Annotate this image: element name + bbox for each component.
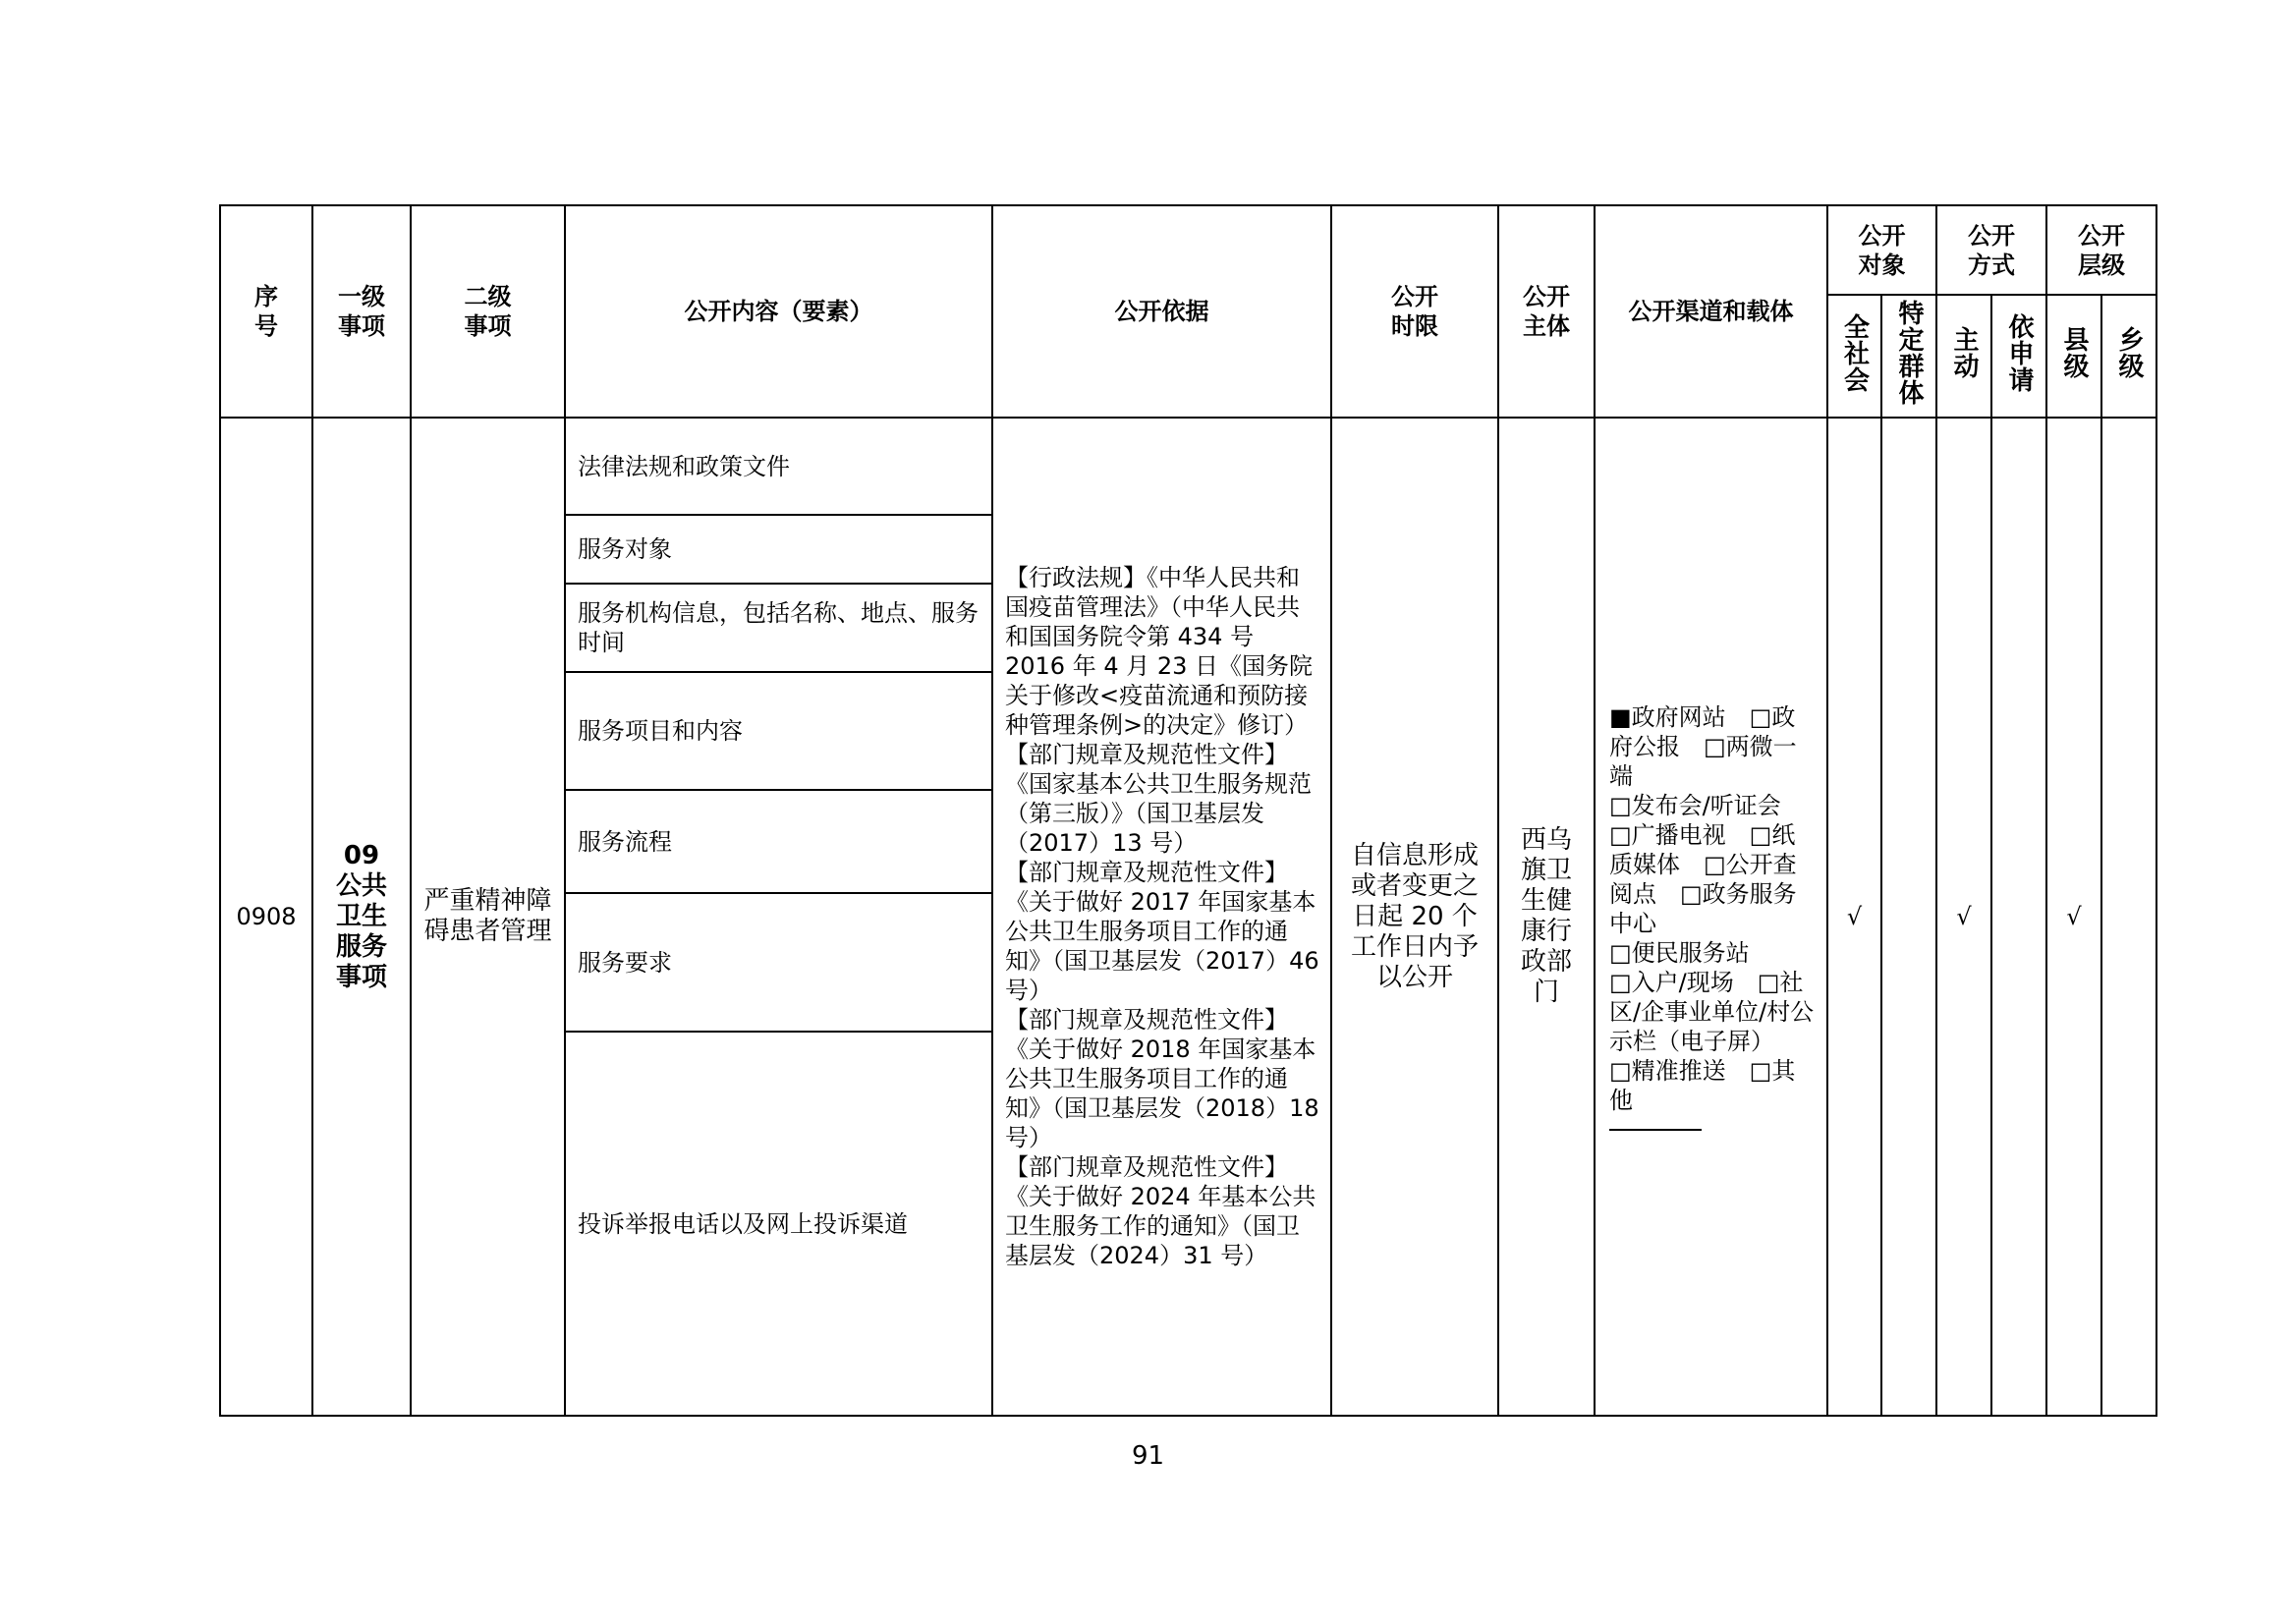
channel-option: ■政府网站 □政府公报 □两微一端	[1609, 703, 1797, 790]
header-level1: 一级事项	[312, 205, 411, 418]
basis-entry: 【行政法规】《中华人民共和国疫苗管理法》（中华人民共和国国务院令第 434 号 2016 年 4 月 23 日《国务院关于修改<疫苗流通和预防接种管理条例>的决定》修订）	[1005, 564, 1314, 739]
blank-underline	[1609, 1115, 1702, 1131]
basis-entry: 【部门规章及规范性文件】《国家基本公共卫生服务规范（第三版）》（国卫基层发（2017）13 号）	[1005, 741, 1312, 857]
header-target-all: 全社会	[1827, 295, 1881, 418]
table-row	[220, 418, 2156, 515]
header-method-active: 主动	[1936, 295, 1991, 418]
channel-option: □便民服务站	[1609, 939, 1750, 967]
method-request-check	[1991, 418, 2046, 1416]
channel-option: □入户/现场 □社区/企事业单位/村公示栏（电子屏）	[1609, 969, 1815, 1055]
header-content: 公开内容（要素）	[565, 205, 992, 418]
content-item: 法律法规和政策文件	[565, 418, 992, 515]
header-level: 公开层级	[2046, 205, 2156, 295]
channel-option: □发布会/听证会	[1609, 792, 1781, 819]
row-level2: 严重精神障碍患者管理	[411, 418, 565, 1416]
header-channel: 公开渠道和载体	[1595, 205, 1827, 418]
content-item: 服务机构信息，包括名称、地点、服务时间	[565, 584, 992, 672]
time-limit-cell: 自信息形成或者变更之日起 20 个工作日内予以公开	[1331, 418, 1498, 1416]
content-item: 服务对象	[565, 515, 992, 584]
row-seq: 0908	[220, 418, 312, 1416]
header-level-county: 县级	[2046, 295, 2101, 418]
channel-cell	[1595, 418, 1827, 1416]
level-county-check: √	[2046, 418, 2101, 1416]
header-level-town: 乡级	[2101, 295, 2156, 418]
page-number: 91	[1131, 1441, 1165, 1471]
method-active-check: √	[1936, 418, 1991, 1416]
channel-option: □广播电视 □纸质媒体 □公开查阅点 □政务服务中心	[1609, 821, 1797, 937]
header-level2: 二级事项	[411, 205, 565, 418]
content-item: 投诉举报电话以及网上投诉渠道	[565, 1032, 992, 1416]
subject-cell: 西乌旗卫生健康行政部门	[1498, 418, 1595, 1416]
header-basis: 公开依据	[992, 205, 1331, 418]
content-item: 服务要求	[565, 893, 992, 1032]
basis-entry: 【部门规章及规范性文件】《关于做好 2024 年基本公共卫生服务工作的通知》（国卫基层发（2024）31 号）	[1005, 1153, 1316, 1269]
content-item: 服务项目和内容	[565, 672, 992, 790]
level-town-check	[2101, 418, 2156, 1416]
header-method-request: 依申请	[1991, 295, 2046, 418]
target-all-check: √	[1827, 418, 1881, 1416]
basis-cell	[992, 418, 1331, 1416]
basis-entry: 【部门规章及规范性文件】《关于做好 2018 年国家基本公共卫生服务项目工作的通知》（国卫基层发（2018）18 号）	[1005, 1006, 1319, 1151]
header-target-group: 特定群体	[1881, 295, 1936, 418]
header-method: 公开方式	[1936, 205, 2046, 295]
header-row-1	[220, 205, 2156, 295]
basis-entry: 【部门规章及规范性文件】《关于做好 2017 年国家基本公共卫生服务项目工作的通知》（国卫基层发（2017）46 号）	[1005, 859, 1319, 1004]
header-subject: 公开主体	[1498, 205, 1595, 418]
content-item: 服务流程	[565, 790, 992, 893]
channel-option: □精准推送 □其他	[1609, 1057, 1796, 1114]
target-group-check	[1881, 418, 1936, 1416]
header-seq: 序号	[220, 205, 312, 418]
row-level1: 09 公共卫生服务事项	[312, 418, 411, 1416]
header-time-limit: 公开时限	[1331, 205, 1498, 418]
disclosure-table	[219, 204, 2157, 1417]
header-target: 公开对象	[1827, 205, 1936, 295]
